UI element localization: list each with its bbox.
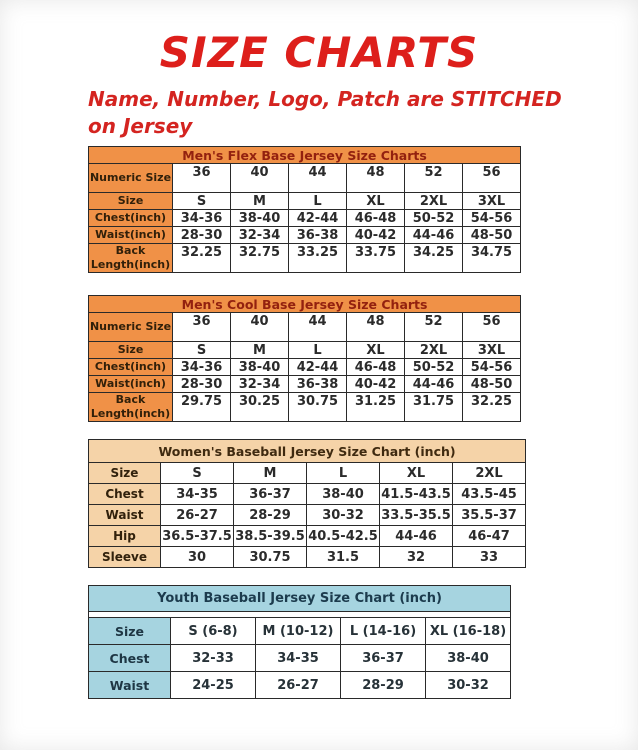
table-title: Men's Cool Base Jersey Size Charts [89, 296, 521, 313]
row-label: Numeric Size [89, 313, 173, 342]
table-row-size [89, 618, 511, 645]
value-cell: 42-44 [289, 359, 347, 376]
value-cell: 33.5-35.5 [380, 505, 453, 526]
row-label: Size [89, 463, 161, 484]
value-cell: 38-40 [231, 210, 289, 227]
row-label: Back Length(inch) [89, 393, 173, 422]
value-cell: 34-35 [256, 645, 341, 672]
value-cell: 33.75 [347, 244, 405, 273]
spacer [0, 139, 638, 146]
row-label: Chest(inch) [89, 359, 173, 376]
value-cell: 30 [161, 547, 234, 568]
table-row-chest [89, 645, 511, 672]
value-cell: 2XL [405, 342, 463, 359]
value-cell: 48-50 [463, 227, 521, 244]
value-cell: 40 [231, 164, 289, 193]
value-cell: 28-29 [234, 505, 307, 526]
value-cell: 40-42 [347, 227, 405, 244]
value-cell: 40.5-42.5 [307, 526, 380, 547]
row-label: Chest [89, 484, 161, 505]
table-row-numeric-size [89, 164, 521, 193]
value-cell: S [161, 463, 234, 484]
value-cell: L (14-16) [341, 618, 426, 645]
value-cell: 56 [463, 313, 521, 342]
value-cell: 46-48 [347, 210, 405, 227]
value-cell: 30.75 [234, 547, 307, 568]
value-cell: 34.75 [463, 244, 521, 273]
value-cell: 48 [347, 313, 405, 342]
table-row-hip [89, 526, 526, 547]
table-row-size [89, 463, 526, 484]
value-cell: S [173, 193, 231, 210]
mens-cool-base-table [88, 295, 521, 422]
value-cell: XL (16-18) [426, 618, 511, 645]
value-cell: 3XL [463, 342, 521, 359]
value-cell: 2XL [453, 463, 526, 484]
value-cell: 48-50 [463, 376, 521, 393]
value-cell: 32.25 [173, 244, 231, 273]
value-cell: M [231, 193, 289, 210]
table-row-back-length [89, 244, 521, 273]
value-cell: 36-38 [289, 227, 347, 244]
row-label: Sleeve [89, 547, 161, 568]
value-cell: 28-29 [341, 672, 426, 699]
value-cell: 32 [380, 547, 453, 568]
value-cell: 31.25 [347, 393, 405, 422]
table-row-back-length [89, 393, 521, 422]
value-cell: 44 [289, 313, 347, 342]
value-cell: 36-38 [289, 376, 347, 393]
value-cell: 46-48 [347, 359, 405, 376]
value-cell: 30-32 [426, 672, 511, 699]
value-cell: XL [347, 342, 405, 359]
value-cell: 32-34 [231, 376, 289, 393]
value-cell: XL [347, 193, 405, 210]
value-cell: S [173, 342, 231, 359]
value-cell: 29.75 [173, 393, 231, 422]
value-cell: 50-52 [405, 210, 463, 227]
value-cell: 54-56 [463, 210, 521, 227]
value-cell: 46-47 [453, 526, 526, 547]
value-cell: S (6-8) [171, 618, 256, 645]
value-cell: 32-34 [231, 227, 289, 244]
value-cell: 33 [453, 547, 526, 568]
value-cell: 54-56 [463, 359, 521, 376]
value-cell: L [289, 193, 347, 210]
page-subtitle [88, 86, 598, 139]
value-cell: 28-30 [173, 376, 231, 393]
value-cell: 42-44 [289, 210, 347, 227]
value-cell: 36-37 [234, 484, 307, 505]
table-row-waist [89, 227, 521, 244]
row-label: Size [89, 618, 171, 645]
value-cell: 38-40 [307, 484, 380, 505]
value-cell: 52 [405, 164, 463, 193]
table-row-numeric-size [89, 313, 521, 342]
womens-jersey-table [88, 439, 526, 568]
table-row-waist [89, 376, 521, 393]
page-subtitle-line2: on Jersey [88, 113, 193, 138]
value-cell: M (10-12) [256, 618, 341, 645]
value-cell: 26-27 [256, 672, 341, 699]
value-cell: 48 [347, 164, 405, 193]
value-cell: 34-36 [173, 359, 231, 376]
value-cell: 34-36 [173, 210, 231, 227]
value-cell: 50-52 [405, 359, 463, 376]
row-label: Chest [89, 645, 171, 672]
row-label: Waist [89, 505, 161, 526]
table-row-sleeve [89, 547, 526, 568]
table-title: Men's Flex Base Jersey Size Charts [89, 147, 521, 164]
value-cell: 35.5-37 [453, 505, 526, 526]
value-cell: 36 [173, 164, 231, 193]
page-subtitle-line1: Name, Number, Logo, Patch are STITCHED [88, 87, 562, 111]
value-cell: 44 [289, 164, 347, 193]
value-cell: 44-46 [405, 376, 463, 393]
value-cell: 38-40 [231, 359, 289, 376]
table-row-chest [89, 359, 521, 376]
page-title: SIZE CHARTS [159, 28, 479, 77]
value-cell: 38-40 [426, 645, 511, 672]
value-cell: 30-32 [307, 505, 380, 526]
value-cell: 43.5-45 [453, 484, 526, 505]
value-cell: 36.5-37.5 [161, 526, 234, 547]
value-cell: 52 [405, 313, 463, 342]
value-cell: 32-33 [171, 645, 256, 672]
table-row-waist [89, 672, 511, 699]
value-cell: 36-37 [341, 645, 426, 672]
table-title: Youth Baseball Jersey Size Chart (inch) [89, 586, 511, 612]
table-row-chest [89, 484, 526, 505]
value-cell: M [234, 463, 307, 484]
value-cell: 2XL [405, 193, 463, 210]
value-cell: 30.75 [289, 393, 347, 422]
row-label: Size [89, 342, 173, 359]
value-cell: 36 [173, 313, 231, 342]
value-cell: 44-46 [405, 227, 463, 244]
row-label: Chest(inch) [89, 210, 173, 227]
table-title-row [89, 440, 526, 463]
value-cell: 38.5-39.5 [234, 526, 307, 547]
row-label: Hip [89, 526, 161, 547]
value-cell: 56 [463, 164, 521, 193]
value-cell: 34-35 [161, 484, 234, 505]
value-cell: L [307, 463, 380, 484]
table-title-row [89, 296, 521, 313]
value-cell: 31.75 [405, 393, 463, 422]
value-cell: M [231, 342, 289, 359]
value-cell: 3XL [463, 193, 521, 210]
value-cell: 40 [231, 313, 289, 342]
value-cell: L [289, 342, 347, 359]
value-cell: 24-25 [171, 672, 256, 699]
value-cell: 44-46 [380, 526, 453, 547]
mens-flex-base-table [88, 146, 521, 273]
row-label: Numeric Size [89, 164, 173, 193]
table-row-size [89, 193, 521, 210]
value-cell: XL [380, 463, 453, 484]
value-cell: 40-42 [347, 376, 405, 393]
table-row-chest [89, 210, 521, 227]
row-label: Waist(inch) [89, 227, 173, 244]
table-title-row [89, 586, 511, 612]
value-cell: 33.25 [289, 244, 347, 273]
value-cell: 30.25 [231, 393, 289, 422]
youth-jersey-table [88, 585, 511, 699]
value-cell: 34.25 [405, 244, 463, 273]
value-cell: 32.25 [463, 393, 521, 422]
value-cell: 28-30 [173, 227, 231, 244]
table-row-size [89, 342, 521, 359]
table-row-waist [89, 505, 526, 526]
table-title-row [89, 147, 521, 164]
row-label: Waist [89, 672, 171, 699]
row-label: Waist(inch) [89, 376, 173, 393]
value-cell: 32.75 [231, 244, 289, 273]
spacer [0, 273, 638, 295]
table-title: Women's Baseball Jersey Size Chart (inch) [89, 440, 526, 463]
row-label: Back Length(inch) [89, 244, 173, 273]
row-label: Size [89, 193, 173, 210]
value-cell: 26-27 [161, 505, 234, 526]
value-cell: 41.5-43.5 [380, 484, 453, 505]
value-cell: 31.5 [307, 547, 380, 568]
